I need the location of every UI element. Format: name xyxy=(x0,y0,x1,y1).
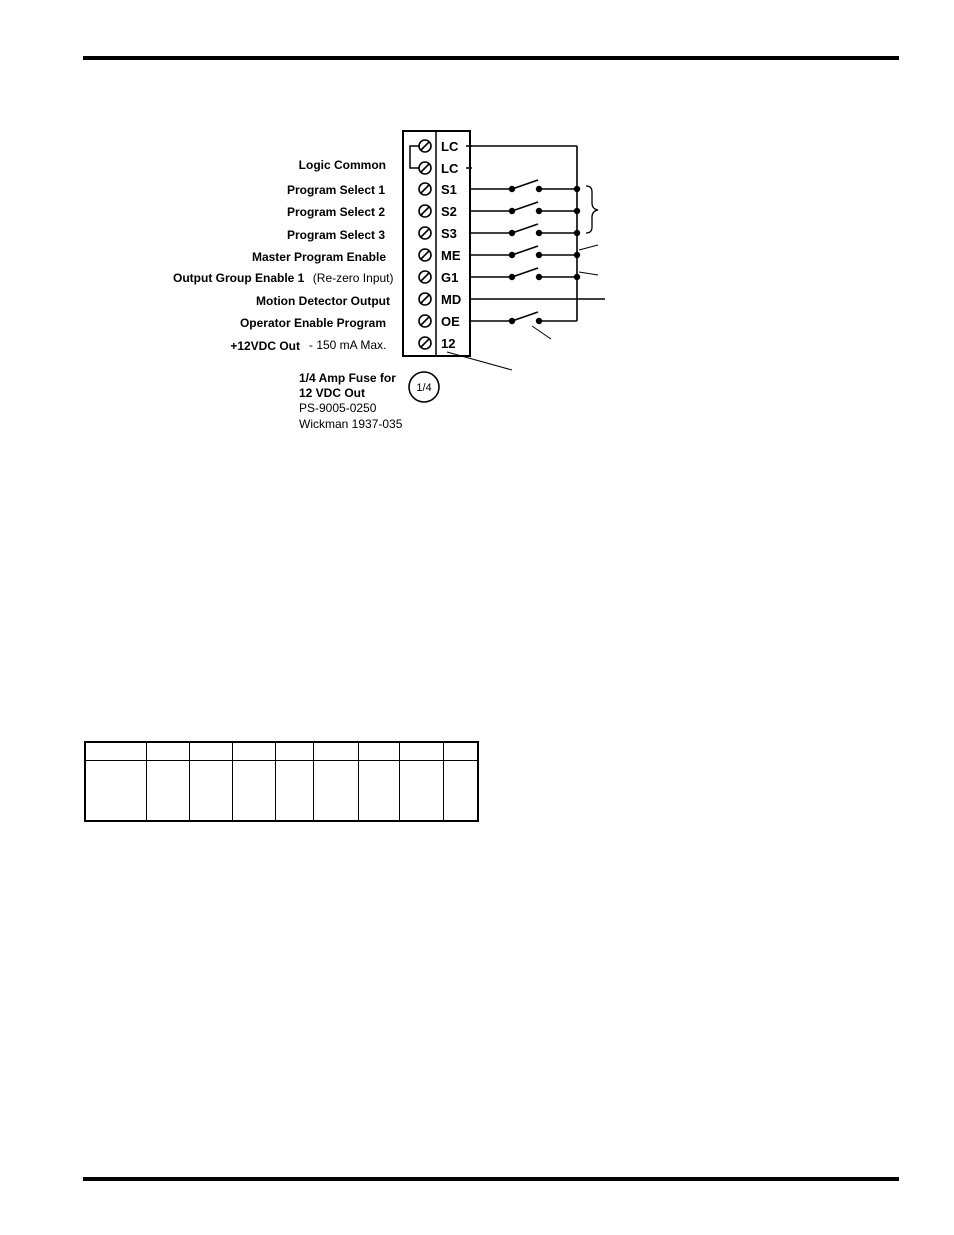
svg-text:G1: G1 xyxy=(441,270,459,285)
table-cell xyxy=(85,761,146,822)
table-cell xyxy=(358,742,399,761)
svg-text:Wickman 1937-035: Wickman 1937-035 xyxy=(299,417,403,431)
table-header-row xyxy=(85,742,478,761)
table-cell xyxy=(232,742,275,761)
empty-grid-table xyxy=(84,741,479,822)
fuse-label xyxy=(299,371,403,431)
svg-text:Program Select 2: Program Select 2 xyxy=(286,205,385,219)
svg-text:LC: LC xyxy=(441,161,459,176)
screw-icon xyxy=(419,162,431,174)
table-cell xyxy=(443,761,478,822)
screw-icon xyxy=(419,249,431,261)
lc-jumper xyxy=(410,146,419,168)
svg-text:Program Select 3: Program Select 3 xyxy=(286,228,385,242)
program-select-brace xyxy=(586,186,598,233)
terminal-codes xyxy=(441,139,461,351)
svg-text:Output Group Enable 1 (R: Output Group Enable 1 (Re-zero Input) xyxy=(173,271,394,285)
svg-text:PS-9005-0250: PS-9005-0250 xyxy=(299,401,377,415)
screw-icon xyxy=(419,271,431,283)
table-cell xyxy=(358,761,399,822)
svg-text:1/4 Amp Fuse for: 1/4 Amp Fuse for xyxy=(299,371,396,385)
svg-text:S1: S1 xyxy=(441,182,457,197)
screw-icon xyxy=(419,140,431,152)
svg-text:MD: MD xyxy=(441,292,462,307)
table-cell xyxy=(313,761,358,822)
svg-text:LC: LC xyxy=(441,139,459,154)
svg-text:Program Select 1: Program Select 1 xyxy=(286,183,385,197)
svg-text:12: 12 xyxy=(441,336,456,351)
svg-text:+12VDC Out: +12VDC Out xyxy=(230,339,300,353)
svg-text:Motion Detector Output: Motion Detector Output xyxy=(256,294,390,308)
screw-icon xyxy=(419,337,431,349)
table-cell xyxy=(189,742,232,761)
terminal-labels xyxy=(173,158,394,353)
table-cell xyxy=(313,742,358,761)
screw-terminals xyxy=(419,140,431,349)
table-cell xyxy=(399,761,443,822)
table-cell xyxy=(232,761,275,822)
svg-text:S2: S2 xyxy=(441,204,457,219)
table-cell xyxy=(85,742,146,761)
svg-text:ME: ME xyxy=(441,248,461,263)
screw-icon xyxy=(419,293,431,305)
screw-icon xyxy=(419,183,431,195)
svg-text:Logic Common: Logic Common xyxy=(298,158,386,172)
svg-text:Operator Enable Program: Operator Enable Program xyxy=(239,316,386,330)
svg-text:S3: S3 xyxy=(441,226,457,241)
screw-icon xyxy=(419,205,431,217)
screw-icon xyxy=(419,315,431,327)
table-cell xyxy=(399,742,443,761)
svg-text:OE: OE xyxy=(441,314,460,329)
svg-text:12 VDC Out: 12 VDC Out xyxy=(299,386,366,400)
table-cell xyxy=(146,742,189,761)
table-row xyxy=(85,761,478,822)
svg-text:Master Program Enable: Master Program Enable xyxy=(251,250,386,264)
table-cell xyxy=(443,742,478,761)
table-cell xyxy=(275,761,313,822)
table-cell xyxy=(275,742,313,761)
fuse-symbol: 1/4 xyxy=(416,382,432,394)
table-cell xyxy=(189,761,232,822)
screw-icon xyxy=(419,227,431,239)
wiring-diagram xyxy=(0,0,954,450)
table-cell xyxy=(146,761,189,822)
bottom-rule xyxy=(83,1177,899,1181)
svg-text:- 150 mA Max.: - 150 mA Max. xyxy=(309,338,387,352)
